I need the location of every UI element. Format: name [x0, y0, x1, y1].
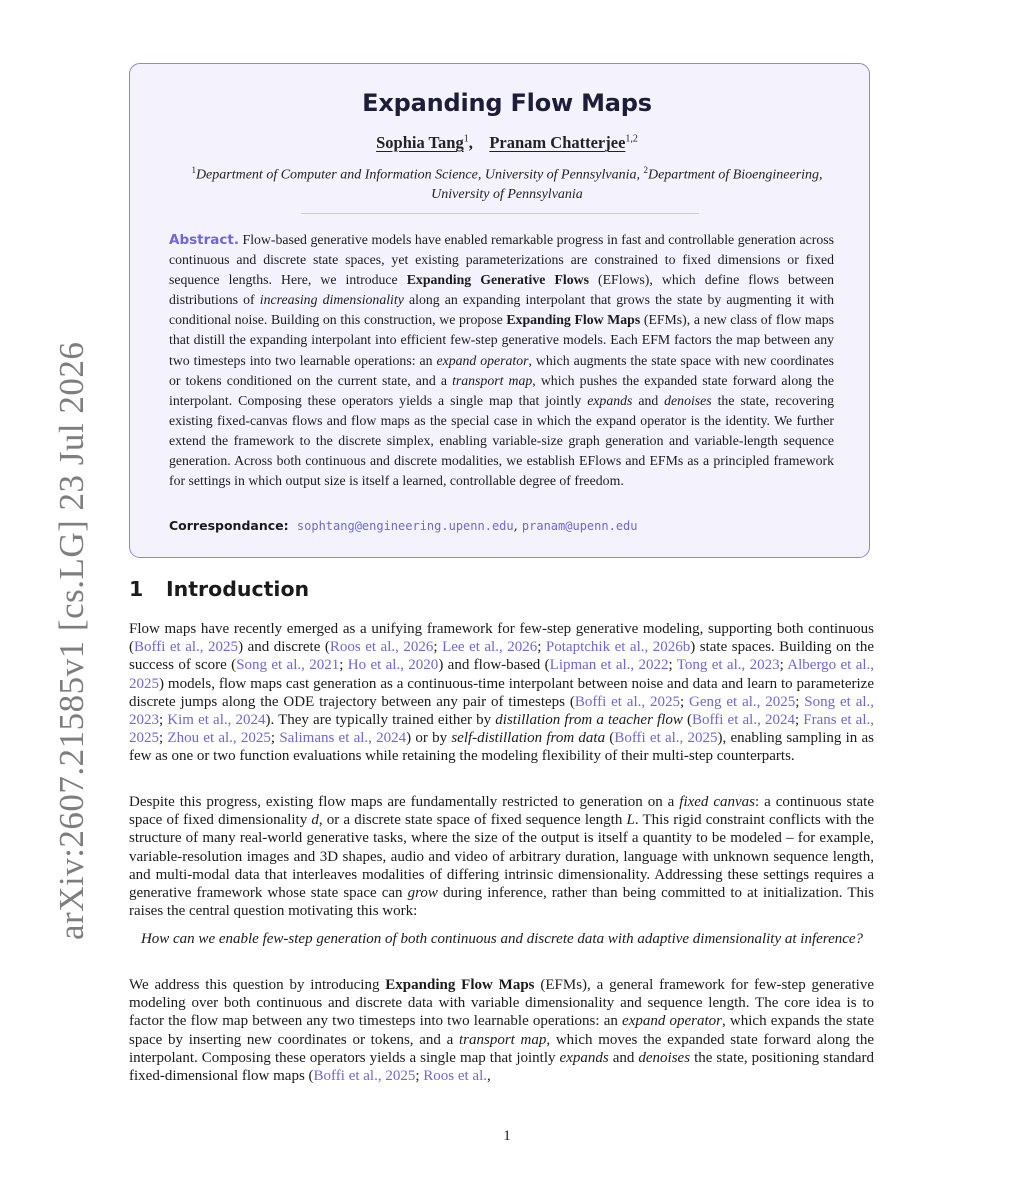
affiliation-text: Department of Computer and Information Science, University of Pennsylvania: [195, 167, 637, 183]
text-run: during inference, rather than being committed to at initialization. This raises the central question motivating this work:: [129, 885, 874, 920]
text-run: (: [605, 730, 615, 747]
emphasis-text: distillation from a teacher flow: [495, 712, 683, 729]
text-run: Flow maps have recently emerged as a unifying framework for few-step generative modeling, supporting both continuous (: [129, 621, 874, 656]
paper-title: Expanding Flow Maps: [362, 89, 652, 117]
text-run: ) or by: [406, 730, 452, 747]
emphasis-text: denoises: [664, 392, 712, 408]
section-title: Introduction: [166, 577, 310, 601]
text-run: ;: [159, 730, 168, 747]
citation-link[interactable]: Zhou et al., 2025: [167, 730, 271, 747]
text-run: ;: [794, 712, 804, 729]
text-run: Flow-based generative models have enabled remarkable progress in fast and controllable generation across continuous and discrete state spaces, yet existing parameterizations are constrained to fixed dimensions or fixed sequence lengths. Here, we introduce: [169, 232, 834, 288]
emphasis-text: d: [311, 812, 319, 829]
text-run: the state, recovering existing fixed-canvas flows and flow maps as the special case in which the expand operator is the identity. We further extend the framework to the discrete simplex, enabling variable-size graph generation and variable-length sequence generation. Across both continuous and discrete modalities, we establish EFlows and EFMs as a principled framework for settings in which output size is itself a learned, controllable degree of freedom.: [169, 392, 834, 489]
text-run: ;: [415, 1068, 424, 1085]
author-affiliation-marker: 1: [463, 133, 469, 145]
section-number: 1: [129, 577, 144, 601]
text-run: (: [682, 712, 693, 729]
text-run: ;: [537, 639, 546, 656]
text-run: ;: [668, 657, 677, 674]
abstract-divider: [301, 213, 699, 214]
text-run: ;: [795, 693, 805, 710]
author-name[interactable]: Pranam Chatterjee: [489, 133, 626, 152]
emphasis-text: transport map: [459, 1031, 547, 1048]
text-run: (EFlows), which define flows between distributions of: [169, 272, 834, 308]
text-run: ;: [339, 657, 348, 674]
text-run: (EFMs), a new class of flow maps that distill the expanding interpolant into efficient few-step generative models. Each EFM factors the map between any two timesteps into two learnable operations: an: [169, 312, 834, 368]
author-affiliation-marker: 1,2: [625, 133, 638, 145]
citation-link[interactable]: Lee et al., 2026: [442, 639, 538, 656]
emphasis-text: expands: [559, 1049, 609, 1066]
intro-paragraph: [129, 976, 874, 1085]
author-name[interactable]: Sophia Tang: [376, 133, 464, 152]
text-run: ), enabling sampling in as few as one or two function evaluations while retaining the modeling flexibility of their multi-step counterparts.: [129, 730, 875, 765]
text-run: ;: [433, 639, 443, 656]
text-run: . This rigid constraint conflicts with the structure of many real-world generative tasks, where the size of the output is itself a quantity to be modeled – for example, variable-resolution images and 3D shapes, audio and video of arbitrary duration, language with unknown sequence length, and multi-modal data that interleaves modalities of differing intrinsic dimensionality. Addressing these settings requires a generative framework whose state space can: [129, 812, 874, 902]
text-run: and: [632, 392, 665, 408]
citation-link[interactable]: Boffi et al., 2025: [614, 730, 718, 747]
citation-link[interactable]: Song et al., 2023: [129, 693, 875, 729]
email-link[interactable]: sophtang@engineering.upenn.edu: [296, 519, 514, 533]
abstract-label: Abstract.: [169, 232, 239, 248]
email-separator: ,: [513, 519, 522, 534]
affiliations: [180, 161, 834, 204]
citation-link[interactable]: Song et al., 2021: [236, 657, 340, 674]
affiliation-marker: 1: [191, 165, 196, 175]
text-run: ;: [159, 712, 168, 729]
emphasis-text: grow: [407, 885, 438, 902]
text-run: ) models, flow maps cast generation as a continuous-time interpolant between noise and data and learn to parameterize discrete jumps along the ODE trajectory between any pair of timesteps (: [129, 675, 874, 710]
emphasis-text: increasing dimensionality: [259, 292, 404, 308]
emphasis-text: transport map: [452, 372, 533, 388]
text-run: along an expanding interpolant that grows the state by augmenting it with conditional noise. Building on this construction, we propose: [169, 292, 834, 328]
citation-link[interactable]: Geng et al., 2025: [689, 693, 796, 710]
citation-link[interactable]: Frans et al., 2025: [129, 712, 875, 747]
email-link[interactable]: pranam@upenn.edu: [521, 519, 638, 533]
affiliation-separator: ,: [636, 167, 644, 183]
text-run: ;: [779, 657, 788, 674]
correspondence-line: [169, 518, 638, 534]
citation-link[interactable]: Tong et al., 2023: [676, 657, 780, 674]
text-run: ;: [680, 693, 690, 710]
author-list: [0, 133, 1014, 153]
text-run: ) state spaces. Building on the success of score (: [129, 639, 875, 674]
citation-link[interactable]: Roos et al.: [423, 1068, 488, 1085]
research-question: How can we enable few-step generation of both continuous and discrete data with adaptive dimensionality at inference?: [140, 931, 864, 947]
text-run: ). They are typically trained either by: [265, 712, 496, 729]
emphasis-text: expands: [587, 392, 633, 408]
bold-term: Expanding Flow Maps: [385, 977, 535, 993]
text-run: ;: [270, 730, 280, 747]
citation-link[interactable]: Boffi et al., 2025: [134, 639, 239, 656]
text-run: , which moves the expanded state forward along the interpolant. Composing these operators yields a single map that jointly: [129, 1031, 874, 1066]
author-separator: ,: [468, 133, 473, 152]
citation-link[interactable]: Kim et al., 2024: [167, 712, 266, 729]
citation-link[interactable]: Salimans et al., 2024: [279, 730, 407, 747]
bold-term: Expanding Flow Maps: [506, 312, 641, 328]
citation-link[interactable]: Boffi et al., 2024: [692, 712, 795, 729]
emphasis-text: expand operator: [622, 1013, 723, 1030]
text-run: (EFMs), a general framework for few-step generative modeling over both continuous and discrete data with variable dimensionality and sequence length. The core idea is to factor the flow map between any two timesteps into two learnable operations: an: [129, 977, 874, 1030]
text-run: ,: [487, 1068, 491, 1085]
emphasis-text: expand operator: [436, 352, 529, 368]
text-run: , which pushes the expanded state forward along the interpolant. Composing these operators yields a single map that jointly: [169, 372, 835, 408]
text-run: ) and flow-based (: [438, 657, 550, 674]
page-number: 1: [503, 1128, 511, 1144]
citation-link[interactable]: Roos et al., 2026: [329, 639, 434, 656]
text-run: : a continuous state space of fixed dimensionality: [129, 794, 874, 829]
section-heading: [129, 577, 309, 601]
text-run: and: [608, 1049, 639, 1066]
bold-term: Expanding Generative Flows: [406, 272, 589, 288]
citation-link[interactable]: Albergo et al., 2025: [129, 657, 875, 692]
emphasis-text: L: [626, 812, 635, 829]
text-run: We address this question by introducing: [129, 977, 386, 993]
emphasis-text: self-distillation from data: [451, 730, 606, 747]
text-run: , or a discrete state space of fixed sequence length: [318, 812, 627, 829]
affiliation-text: Department of Bioengineering, University of Pennsylvania: [431, 167, 823, 202]
correspondence-label: Correspondance:: [169, 518, 289, 533]
citation-link[interactable]: Boffi et al., 2025: [574, 693, 680, 710]
text-run: Despite this progress, existing flow maps are fundamentally restricted to generation on a: [129, 794, 680, 810]
text-run: , which augments the state space with new coordinates or tokens conditioned on the current state, and a: [169, 352, 834, 388]
emphasis-text: denoises: [638, 1049, 691, 1066]
intro-paragraph: [129, 620, 874, 766]
citation-link[interactable]: Lipman et al., 2022: [549, 657, 669, 674]
citation-link[interactable]: Ho et al., 2020: [347, 657, 439, 674]
arxiv-identifier-stamp: arXiv:2607.21585v1 [cs.LG] 23 Jul 2026: [52, 341, 91, 940]
citation-link[interactable]: Boffi et al., 2025: [313, 1068, 416, 1085]
citation-link[interactable]: Potaptchik et al., 2026b: [545, 639, 691, 656]
abstract-text: [169, 230, 834, 491]
affiliation-marker: 2: [643, 165, 648, 175]
intro-paragraph: [129, 793, 874, 920]
text-run: , which expands the state space by inserting new coordinates or tokens, and a: [129, 1013, 875, 1048]
text-run: the state, positioning standard fixed-dimensional flow maps (: [129, 1049, 874, 1085]
text-run: ) and discrete (: [238, 639, 330, 656]
emphasis-text: fixed canvas: [679, 794, 756, 810]
